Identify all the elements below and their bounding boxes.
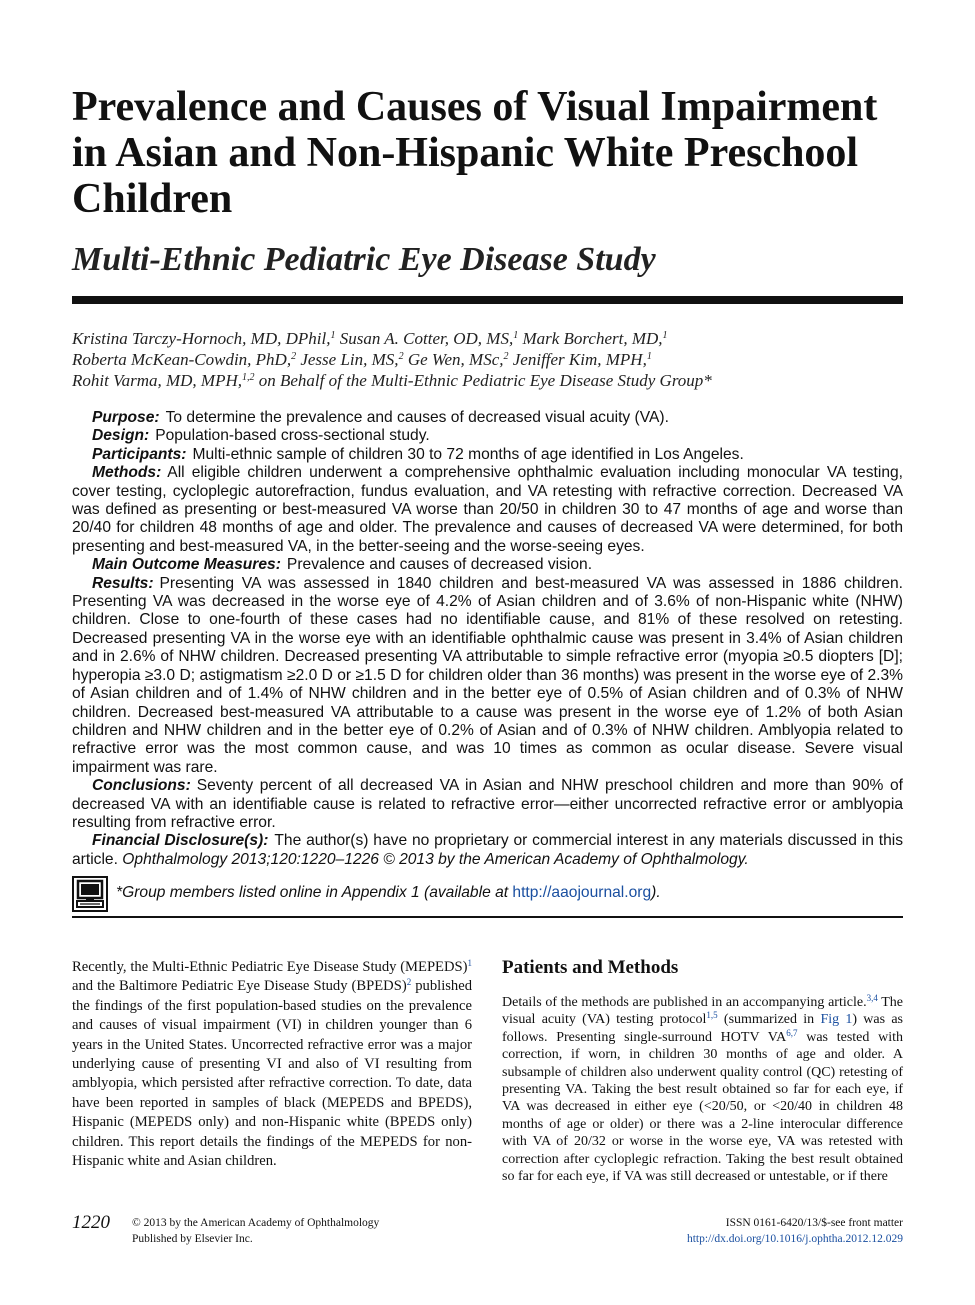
appendix-text: *Group members listed online in Appendix 1 (available at http://aaojournal.org). (116, 884, 661, 901)
author-line (72, 328, 903, 349)
abstract-label: Main Outcome Measures: (92, 556, 281, 574)
abstract-text: The author(s) have no proprietary or commercial interest in any materials discussed in this article. (72, 832, 903, 868)
footer-right (687, 1215, 903, 1247)
author-name: Kristina Tarczy-Hornoch, MD, DPhil, (72, 329, 331, 348)
abstract-section (72, 446, 903, 464)
introduction-column (72, 958, 472, 1171)
page-footer (72, 1212, 903, 1252)
doi-link[interactable]: http://dx.doi.org/10.1016/j.ophtha.2012.12.029 (686, 1233, 903, 1245)
author-name: Rohit Varma, MD, MPH, (72, 371, 242, 390)
author-line (72, 370, 903, 391)
author-affiliation: 1,2 (241, 372, 255, 383)
article-title: Prevalence and Causes of Visual Impairment in Asian and Non-Hispanic White Preschool Children (72, 84, 878, 222)
abstract-text: Multi-ethnic sample of children 30 to 72 months of age identified in Los Angeles. (192, 445, 744, 463)
abstract-section (72, 409, 903, 427)
abstract-section (72, 832, 903, 869)
author-affiliation: 1 (662, 330, 668, 341)
reference-link[interactable]: 1,5 (706, 1010, 718, 1021)
figure-link[interactable]: Fig 1 (820, 1012, 853, 1028)
abstract-section (72, 575, 903, 777)
abstract-label: Conclusions: (92, 777, 191, 795)
reference-link[interactable]: 2 (406, 977, 412, 988)
author-affiliation: 1 (330, 330, 336, 341)
introduction-paragraph: Recently, the Multi-Ethnic Pediatric Eye Disease Study (MEPEDS)$^1$ and the Baltimore Pediatric Eye Disease Study (BPEDS)$^2$ published the findings of the first population-based studies on the prevalence and causes of visual impairment (VI) in children younger than 6 years in the United States. Uncorrected refractive error was a major underlying cause of presenting VI and also of VI resulting from amblyopia, which persisted after refractive correction. To date, data have been reported in samples of black (MEPEDS and BPEDS), Hispanic (MEPEDS only) and non-Hispanic white (BPEDS only) children. This report details the findings of the MEPEDS for non-Hispanic white and Asian children. (72, 958, 472, 1170)
footer-left (132, 1215, 379, 1247)
author-affiliation: 1 (646, 351, 652, 362)
methods-paragraph: Details of the methods are published in an accompanying article.$^{3,4}$ The visual acuity (VA) testing protocol$^{1,5}$ (summarized in Fig 1) was as follows. Presenting single-surround HOTV VA$^{6,7}$ was tested with correction, if worn, in children 30 months of age and older. A subsample of children also underwent quality control (QC) retesting of presenting VA. Taking the best result obtained so far for each eye, if VA was decreased in either eye (<20/50, or <20/40 in children 48 months of age or older) or there was a 2-line interocular difference with VA of 20/32 or worse in the worse eye, VA was retested with correction after cycloplegic refraction. Taking the best result obtained so far for each eye, if VA was still decreased or untestable, or if there (502, 993, 904, 1185)
author-affiliation: 2 (398, 351, 404, 362)
author-name: Jesse Lin, MS, (296, 350, 399, 369)
abstract-text: Population-based cross-sectional study. (155, 427, 430, 445)
abstract-text: Prevalence and causes of decreased vision. (286, 556, 593, 574)
journal-citation: Ophthalmology 2013;120:1220–1226 © 2013 by the American Academy of Ophthalmology. (122, 850, 749, 868)
abstract-text: Seventy percent of all decreased VA in Asian and NHW preschool children and more than 90% of decreased VA with an identifiable cause is related to refractive error—either uncorrected refractive error or amblyopia resulting from refractive error. (72, 777, 903, 831)
abstract-text: Presenting VA was assessed in 1840 children and best-measured VA was assessed in 1886 children. Presenting VA was decreased in the worse eye of 4.2% of Asian children and of 3.6% of non-Hispanic white (NHW) children. Close to one-fourth of these cases had no identifiable cause, and 81% of these resolved on retesting. Decreased presenting VA in the worse eye with an identifiable ophthalmic cause was present in 3.4% of Asian children and in 2.6% of NHW children. Decreased presenting VA attributable to simple refractive error (myopia ≥0.5 diopters [D]; hyperopia ≥3.0 D; astigmatism ≥2.0 D or ≥1.5 D for children older than 36 months) was present in the worse eye of 2.3% of Asian children and of 1.4% of NHW children and in the better eye of 0.5% of Asian children and of 0.3% of NHW children. Decreased best-measured VA attributable to a cause was present in the worse eye of 1.2% of both Asian children and NHW children and in the better eye of 0.2% of Asian and of 0.3% of NHW children. Amblyopia related to refractive error was the most common cause, and was 10 times as common as ocular disease. Severe visual impairment was rare. (72, 574, 903, 776)
author-name: Ge Wen, MSc, (403, 350, 504, 369)
reference-link[interactable]: 1 (467, 958, 472, 968)
abstract-section (72, 777, 903, 832)
page-number: 1220 (72, 1212, 110, 1233)
methods-column (502, 956, 903, 1185)
author-affiliation: 2 (503, 351, 509, 362)
abstract-section (72, 427, 903, 445)
article-subtitle: Multi-Ethnic Pediatric Eye Disease Study (72, 241, 656, 278)
abstract-text: To determine the prevalence and causes of decreased visual acuity (VA). (165, 409, 669, 426)
abstract-text: All eligible children underwent a comprehensive ophthalmic evaluation including monocular VA testing, cover testing, cycloplegic autorefraction, fundus evaluation, and VA retesting with refractive correction. Decreased VA was defined as presenting or best-measured VA worse than 20/50 in children 30 to 47 months of age and worse than 20/40 for children 48 months of age and older. The prevalence and causes of decreased VA were determined, for both presenting and best-measured VA, in the better-seeing and the worse-seeing eyes. (72, 464, 903, 555)
abstract-label: Results: (92, 574, 154, 592)
abstract-section (72, 464, 903, 556)
abstract-divider (72, 916, 903, 918)
author-affiliation: 2 (291, 351, 297, 362)
author-list (72, 328, 903, 391)
title-divider (72, 296, 903, 304)
author-affiliation: 1 (513, 330, 519, 341)
computer-monitor-icon (72, 876, 108, 912)
author-name: Roberta McKean-Cowdin, PhD, (72, 350, 292, 369)
author-name: on Behalf of the Multi-Ethnic Pediatric Eye Disease Study Group* (254, 371, 712, 390)
author-name: Susan A. Cotter, OD, MS, (335, 329, 514, 348)
issn-line: ISSN 0161-6420/13/$-see front matter (725, 1217, 903, 1229)
author-name: Mark Borchert, MD, (518, 329, 663, 348)
abstract-section (72, 556, 903, 574)
section-heading: Patients and Methods (502, 957, 679, 978)
appendix-note (72, 876, 903, 912)
abstract-label: Purpose: (92, 409, 160, 426)
reference-link[interactable]: 6,7 (786, 1027, 798, 1038)
author-line (72, 349, 903, 370)
author-name: Jeniffer Kim, MPH, (508, 350, 647, 369)
copyright-line: © 2013 by the American Academy of Ophthalmology (132, 1217, 380, 1229)
abstract-label: Participants: (92, 445, 187, 463)
abstract-label: Methods: (92, 464, 162, 482)
appendix-link[interactable]: http://aaojournal.org (512, 884, 652, 901)
abstract (72, 409, 903, 869)
abstract-label: Financial Disclosure(s): (92, 832, 269, 850)
publisher-line: Published by Elsevier Inc. (132, 1233, 253, 1245)
abstract-label: Design: (92, 427, 150, 445)
reference-link[interactable]: 3,4 (866, 993, 878, 1003)
